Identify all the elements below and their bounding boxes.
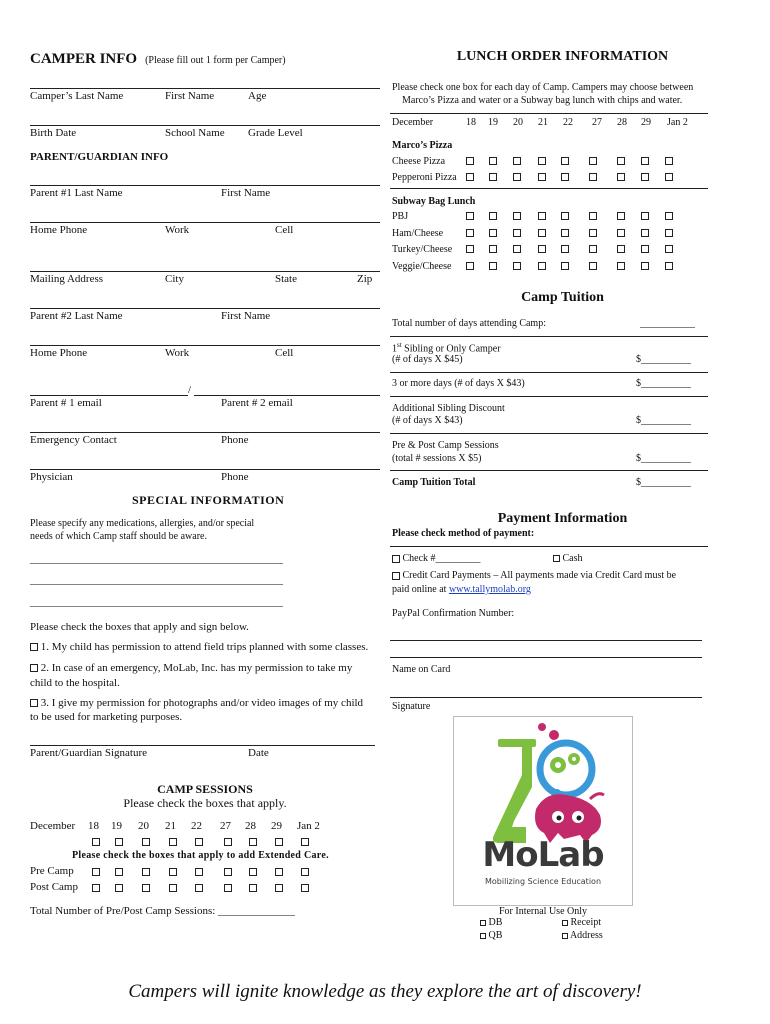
extended-care-text: Please check the boxes that apply to add Extended Care. (72, 850, 329, 861)
internal-db-checkbox[interactable] (480, 920, 486, 926)
pre-camp-checkbox-28[interactable] (249, 868, 257, 876)
check-option (392, 553, 481, 564)
payment-sub: Please check method of payment: (392, 528, 535, 539)
ham-cheese-checkbox-21[interactable] (538, 229, 546, 237)
internal-address-label: Address (569, 930, 603, 941)
check-label[interactable]: Check #_________ (402, 553, 481, 564)
email-slash: / (188, 384, 192, 396)
veggie-cheese-checkbox-19[interactable] (489, 262, 497, 270)
paypal-label: PayPal Confirmation Number: (392, 608, 515, 619)
post-camp-checkbox-28[interactable] (249, 884, 257, 892)
lunch-day-27: 27 (592, 117, 602, 128)
pizza-heading: Marco’s Pizza (392, 140, 453, 151)
special-info-text-2: needs of which Camp staff should be aware. (30, 531, 207, 542)
pbj-checkbox-jan2[interactable] (665, 212, 673, 220)
more-days-label: 3 or more days (# of days X $43) (392, 378, 525, 389)
veggie-cheese-checkbox-22[interactable] (561, 262, 569, 270)
tuition-total-field[interactable]: $__________ (636, 477, 691, 488)
sessions-day-20: 20 (138, 820, 149, 832)
special-info-text-1: Please specify any medications, allergies, and/or special (30, 518, 255, 529)
parent-guardian-heading: PARENT/GUARDIAN INFO (30, 151, 169, 163)
parent1-email-line[interactable] (30, 395, 188, 396)
pepperoni-pizza-checkbox-28[interactable] (617, 173, 625, 181)
pepperoni-pizza-checkbox-22[interactable] (561, 173, 569, 181)
parent1-first-name-label: First Name (221, 187, 271, 199)
sibling1-ordinal-suffix: st (397, 341, 402, 349)
post-camp-checkbox-19[interactable] (115, 884, 123, 892)
veggie-cheese-label: Veggie/Cheese (392, 261, 452, 272)
veggie-cheese-checkbox-29[interactable] (641, 262, 649, 270)
permission-2 (30, 662, 352, 674)
post-camp-checkbox-22[interactable] (195, 884, 203, 892)
emergency-contact-label: Emergency Contact (30, 434, 117, 446)
camper-age-label: Age (248, 90, 267, 102)
veggie-cheese-checkbox-21[interactable] (538, 262, 546, 270)
ham-cheese-label: Ham/Cheese (392, 228, 444, 239)
turkey-cheese-checkbox-20[interactable] (513, 245, 521, 253)
pre-camp-checkbox-20[interactable] (142, 868, 150, 876)
internal-address-checkbox[interactable] (562, 933, 568, 939)
camper-name-line[interactable] (30, 88, 380, 89)
permission-1-label: 1. My child has permission to attend field trips planned with some classes. (40, 641, 369, 653)
lunch-day-29: 29 (641, 117, 651, 128)
special-info-blank-1[interactable]: ______________________________________________ (30, 553, 283, 565)
internal-receipt-checkbox[interactable] (562, 920, 568, 926)
pepperoni-pizza-checkbox-21[interactable] (538, 173, 546, 181)
turkey-cheese-checkbox-28[interactable] (617, 245, 625, 253)
parent2-cell-label: Cell (275, 347, 294, 359)
session-checkbox-18[interactable] (92, 838, 100, 846)
pbj-checkbox-19[interactable] (489, 212, 497, 220)
pepperoni-pizza-checkbox-jan2[interactable] (665, 173, 673, 181)
veggie-cheese-checkbox-28[interactable] (617, 262, 625, 270)
pre-post-label: Pre & Post Camp Sessions (392, 440, 499, 451)
pre-camp-checkbox-22[interactable] (195, 868, 203, 876)
sessions-day-jan2: Jan 2 (297, 820, 320, 832)
pbj-checkbox-29[interactable] (641, 212, 649, 220)
session-checkbox-22[interactable] (195, 838, 203, 846)
check-checkbox[interactable] (392, 555, 400, 563)
cheese-pizza-checkbox-21[interactable] (538, 157, 546, 165)
parent2-email-line[interactable] (194, 395, 380, 396)
payment-divider (390, 546, 708, 547)
post-camp-checkbox-18[interactable] (92, 884, 100, 892)
session-checkbox-29[interactable] (275, 838, 283, 846)
post-camp-checkbox-29[interactable] (275, 884, 283, 892)
post-camp-checkbox-27[interactable] (224, 884, 232, 892)
pepperoni-pizza-checkbox-20[interactable] (513, 173, 521, 181)
pre-camp-checkbox-jan2[interactable] (301, 868, 309, 876)
sessions-day-19: 19 (111, 820, 122, 832)
parent2-email-label: Parent # 2 email (221, 397, 293, 409)
cheese-pizza-checkbox-27[interactable] (589, 157, 597, 165)
lunch-day-21: 21 (538, 117, 548, 128)
school-name-label: School Name (165, 127, 225, 139)
name-on-card-line[interactable] (390, 657, 702, 658)
lunch-day-20: 20 (513, 117, 523, 128)
card-signature-line[interactable] (390, 697, 702, 698)
total-sessions-field[interactable]: Total Number of Pre/Post Camp Sessions: ______________ (30, 905, 296, 917)
veggie-cheese-checkbox-27[interactable] (589, 262, 597, 270)
address-line[interactable] (30, 271, 380, 272)
session-checkbox-27[interactable] (224, 838, 232, 846)
session-checkbox-28[interactable] (249, 838, 257, 846)
permission-3 (30, 697, 363, 709)
pepperoni-pizza-label: Pepperoni Pizza (392, 172, 457, 183)
physician-line[interactable] (30, 469, 380, 470)
permission-1-checkbox[interactable] (30, 643, 38, 651)
pre-post-amount-field[interactable]: $__________ (636, 453, 691, 464)
internal-receipt-label: Receipt (570, 917, 602, 928)
parent2-work-label: Work (165, 347, 190, 359)
camp-sessions-sub: Please check the boxes that apply. (123, 796, 287, 810)
tuition-divider-3 (390, 396, 708, 397)
footer-tagline: Campers will ignite knowledge as they explore the art of discovery! (128, 981, 642, 1002)
camper-info-title: CAMPER INFO (30, 51, 138, 67)
internal-receipt (562, 917, 601, 928)
lunch-order-heading: LUNCH ORDER INFORMATION (456, 49, 669, 64)
parent1-work-label: Work (165, 224, 190, 236)
cash-label: Cash (562, 553, 583, 564)
lunch-divider (390, 113, 708, 114)
logo-wordmark: MoLab (482, 835, 604, 875)
parent1-name-line[interactable] (30, 185, 380, 186)
internal-db-label: DB (488, 917, 503, 928)
pbj-checkbox-28[interactable] (617, 212, 625, 220)
pbj-checkbox-18[interactable] (466, 212, 474, 220)
post-camp-checkbox-jan2[interactable] (301, 884, 309, 892)
cash-option (553, 553, 583, 564)
molab-logo-box (453, 716, 633, 906)
pbj-checkbox-22[interactable] (561, 212, 569, 220)
birth-line[interactable] (30, 125, 380, 126)
veggie-cheese-checkbox-20[interactable] (513, 262, 521, 270)
pre-post-rate: (total # sessions X $5) (392, 453, 482, 464)
ham-cheese-checkbox-18[interactable] (466, 229, 474, 237)
turkey-cheese-checkbox-29[interactable] (641, 245, 649, 253)
name-on-card-label: Name on Card (392, 664, 451, 675)
sessions-day-18: 18 (88, 820, 99, 832)
emergency-line[interactable] (30, 432, 380, 433)
permission-3-checkbox[interactable] (30, 699, 38, 707)
permission-2-checkbox[interactable] (30, 664, 38, 672)
post-camp-checkbox-20[interactable] (142, 884, 150, 892)
camper-last-name-label: Camper’s Last Name (30, 90, 124, 102)
sibling1-rate: (# of days X $45) (392, 354, 463, 365)
sessions-day-22: 22 (191, 820, 202, 832)
lunch-day-22: 22 (563, 117, 573, 128)
parent-signature-line[interactable] (30, 745, 375, 746)
sessions-day-27: 27 (220, 820, 231, 832)
sessions-month: December (30, 820, 76, 832)
add-sibling-amount-field[interactable]: $__________ (636, 415, 691, 426)
ham-cheese-checkbox-29[interactable] (641, 229, 649, 237)
signature-date-label: Date (248, 747, 269, 759)
permission-1 (30, 641, 368, 653)
pre-camp-checkbox-27[interactable] (224, 868, 232, 876)
sibling1-ordinal: 1 (392, 343, 397, 355)
parent2-name-line[interactable] (30, 308, 380, 309)
tuition-total-label: Camp Tuition Total (392, 477, 476, 488)
sessions-day-21: 21 (165, 820, 176, 832)
veggie-cheese-checkbox-jan2[interactable] (665, 262, 673, 270)
lunch-day-19: 19 (488, 117, 498, 128)
add-sibling-label: Additional Sibling Discount (392, 403, 505, 414)
emergency-phone-label: Phone (221, 434, 249, 446)
permission-3-label: 3. I give my permission for photographs and/or video images of my child (40, 697, 364, 709)
cheese-pizza-checkbox-20[interactable] (513, 157, 521, 165)
card-signature-label: Signature (392, 701, 431, 712)
pbj-checkbox-20[interactable] (513, 212, 521, 220)
tuition-divider-4 (390, 433, 708, 434)
lunch-month: December (392, 117, 434, 128)
session-checkbox-21[interactable] (169, 838, 177, 846)
pre-camp-checkbox-21[interactable] (169, 868, 177, 876)
pbj-checkbox-21[interactable] (538, 212, 546, 220)
parent-signature-label: Parent/Guardian Signature (30, 747, 147, 759)
internal-qb (480, 930, 502, 941)
turkey-cheese-checkbox-21[interactable] (538, 245, 546, 253)
add-sibling-rate: (# of days X $43) (392, 415, 463, 426)
lunch-day-18: 18 (466, 117, 476, 128)
special-info-blank-2[interactable]: ______________________________________________ (30, 574, 283, 586)
cheese-pizza-checkbox-29[interactable] (641, 157, 649, 165)
permission-3-label-cont: to be used for marketing purposes. (30, 711, 183, 723)
camper-first-name-label: First Name (165, 90, 215, 102)
tallymolab-link[interactable]: www.tallymolab.org (448, 584, 531, 595)
camp-tuition-heading: Camp Tuition (521, 290, 604, 305)
sibling1-amount-field[interactable]: $__________ (636, 354, 691, 365)
tuition-divider-2 (390, 372, 708, 373)
parent2-home-phone-label: Home Phone (30, 347, 88, 359)
pepperoni-pizza-checkbox-19[interactable] (489, 173, 497, 181)
sibling1-text: Sibling or Only Camper (401, 343, 501, 355)
state-label: State (275, 273, 297, 285)
total-days-label: Total number of days attending Camp: (392, 318, 546, 329)
sessions-day-29: 29 (271, 820, 282, 832)
mailing-address-label: Mailing Address (30, 273, 104, 285)
cheese-pizza-checkbox-18[interactable] (466, 157, 474, 165)
tuition-divider-1 (390, 336, 708, 337)
session-checkbox-20[interactable] (142, 838, 150, 846)
credit-card-option (392, 570, 676, 581)
lunch-divider-2 (390, 188, 708, 189)
internal-qb-label: QB (488, 930, 503, 941)
permission-2-label: 2. In case of an emergency, MoLab, Inc. has my permission to take my (40, 662, 353, 674)
turkey-cheese-checkbox-18[interactable] (466, 245, 474, 253)
parent1-phone-line[interactable] (30, 222, 380, 223)
cash-checkbox[interactable] (553, 555, 560, 562)
credit-card-checkbox[interactable] (392, 572, 400, 580)
cheese-pizza-checkbox-28[interactable] (617, 157, 625, 165)
internal-db (480, 917, 502, 928)
lunch-day-28: 28 (617, 117, 627, 128)
subway-heading: Subway Bag Lunch (392, 196, 476, 207)
sibling1-label (392, 341, 501, 354)
cheese-pizza-checkbox-19[interactable] (489, 157, 497, 165)
pre-camp-checkbox-18[interactable] (92, 868, 100, 876)
parent1-last-name-label: Parent #1 Last Name (30, 187, 123, 199)
tuition-divider-5 (390, 470, 708, 471)
zip-label: Zip (357, 273, 373, 285)
session-checkbox-jan2[interactable] (301, 838, 309, 846)
lunch-text-1: Please check one box for each day of Camp. Campers may choose between (392, 82, 694, 93)
physician-label: Physician (30, 471, 73, 483)
parent1-home-phone-label: Home Phone (30, 224, 88, 236)
paypal-number-line[interactable] (390, 640, 702, 641)
post-camp-checkbox-21[interactable] (169, 884, 177, 892)
turkey-cheese-checkbox-27[interactable] (589, 245, 597, 253)
internal-use-heading: For Internal Use Only (498, 906, 588, 917)
sessions-day-28: 28 (245, 820, 256, 832)
logo-tagline: Mobilizing Science Education (484, 877, 602, 886)
veggie-cheese-checkbox-18[interactable] (466, 262, 474, 270)
parent1-email-label: Parent # 1 email (30, 397, 102, 409)
internal-qb-checkbox[interactable] (480, 933, 486, 939)
more-days-amount-field[interactable]: $__________ (636, 378, 691, 389)
turkey-cheese-checkbox-22[interactable] (561, 245, 569, 253)
lunch-day-jan2: Jan 2 (667, 117, 688, 128)
special-info-heading: SPECIAL INFORMATION (132, 493, 285, 507)
special-info-blank-3[interactable]: ______________________________________________ (30, 596, 283, 608)
ham-cheese-checkbox-19[interactable] (489, 229, 497, 237)
city-label: City (165, 273, 184, 285)
pepperoni-pizza-checkbox-27[interactable] (589, 173, 597, 181)
permission-2-label-cont: child to the hospital. (30, 677, 120, 689)
paid-online-text: paid online at (392, 584, 449, 595)
pepperoni-pizza-checkbox-29[interactable] (641, 173, 649, 181)
credit-card-label: Credit Card Payments – All payments made via Credit Card must be (402, 570, 677, 581)
birth-date-label: Birth Date (30, 127, 77, 139)
pepperoni-pizza-checkbox-18[interactable] (466, 173, 474, 181)
ham-cheese-checkbox-20[interactable] (513, 229, 521, 237)
cheese-pizza-checkbox-jan2[interactable] (665, 157, 673, 165)
parent2-phone-line[interactable] (30, 345, 380, 346)
cheese-pizza-checkbox-22[interactable] (561, 157, 569, 165)
pbj-label: PBJ (392, 211, 409, 222)
ham-cheese-checkbox-27[interactable] (589, 229, 597, 237)
check-intro-text: Please check the boxes that apply and sign below. (30, 621, 249, 633)
ham-cheese-checkbox-22[interactable] (561, 229, 569, 237)
cheese-pizza-label: Cheese Pizza (392, 156, 446, 167)
pbj-checkbox-27[interactable] (589, 212, 597, 220)
camper-info-subtitle: (Please fill out 1 form per Camper) (145, 55, 286, 66)
grade-level-label: Grade Level (248, 127, 303, 139)
post-camp-label: Post Camp (30, 881, 78, 893)
physician-phone-label: Phone (221, 471, 249, 483)
session-checkbox-19[interactable] (115, 838, 123, 846)
parent2-last-name-label: Parent #2 Last Name (30, 310, 123, 322)
turkey-cheese-checkbox-jan2[interactable] (665, 245, 673, 253)
turkey-cheese-label: Turkey/Cheese (392, 244, 453, 255)
payment-heading: Payment Information (497, 511, 628, 526)
camp-sessions-heading: CAMP SESSIONS (157, 782, 253, 796)
pre-camp-checkbox-29[interactable] (275, 868, 283, 876)
pre-camp-checkbox-19[interactable] (115, 868, 123, 876)
total-days-field[interactable]: ___________ (640, 318, 695, 329)
ham-cheese-checkbox-28[interactable] (617, 229, 625, 237)
ham-cheese-checkbox-jan2[interactable] (665, 229, 673, 237)
internal-address (562, 930, 603, 941)
lunch-text-2: Marco’s Pizza and water or a Subway bag lunch with chips and water. (402, 95, 683, 106)
pre-camp-label: Pre Camp (30, 865, 74, 877)
turkey-cheese-checkbox-19[interactable] (489, 245, 497, 253)
parent1-cell-label: Cell (275, 224, 294, 236)
credit-card-label-cont (392, 584, 531, 595)
parent2-first-name-label: First Name (221, 310, 271, 322)
